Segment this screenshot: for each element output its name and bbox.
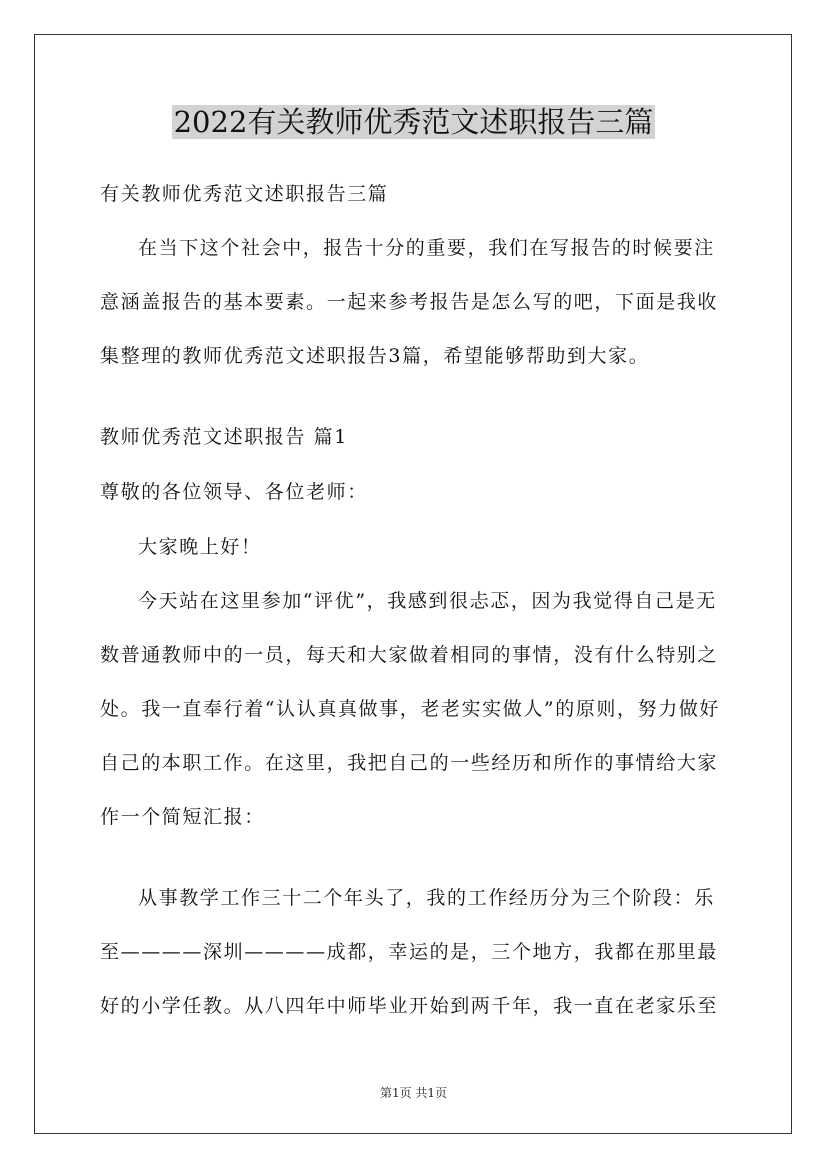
page-footer: 第1页 共1页 <box>379 1086 448 1100</box>
salutation: 尊敬的各位领导、各位老师： <box>100 481 368 503</box>
greeting: 大家晚上好！ <box>138 536 262 558</box>
document-title <box>0 102 827 142</box>
section-heading: 教师优秀范文述职报告 篇1 <box>100 426 348 448</box>
document-subtitle: 有关教师优秀范文述职报告三篇 <box>100 183 389 205</box>
document-title-text: 2022有关教师优秀范文述职报告三篇 <box>173 105 654 139</box>
body-paragraph-1: 今天站在这里参加“评优”，我感到很忐忑，因为我觉得自己是无数普通教师中的一员，每天和大家做着相同的事情，没有什么特别之处。我一直奉行着“认认真真做事，老老实实做人”的原则，努力做好自己的本职工作。在这里，我把自己的一些经历和所作的事情给大家作一个简短汇报： <box>100 590 721 828</box>
intro-paragraph: 在当下这个社会中，报告十分的重要，我们在写报告的时候要注意涵盖报告的基本要素。一起来参考报告是怎么写的吧，下面是我收集整理的教师优秀范文述职报告3篇，希望能够帮助到大家。 <box>100 237 719 367</box>
body-paragraph-2: 从事教学工作三十二个年头了，我的工作经历分为三个阶段：乐至————深圳————成都，幸运的是，三个地方，我都在那里最好的小学任教。从八四年中师毕业开始到两千年，我一直在老家乐至 <box>100 887 719 1017</box>
